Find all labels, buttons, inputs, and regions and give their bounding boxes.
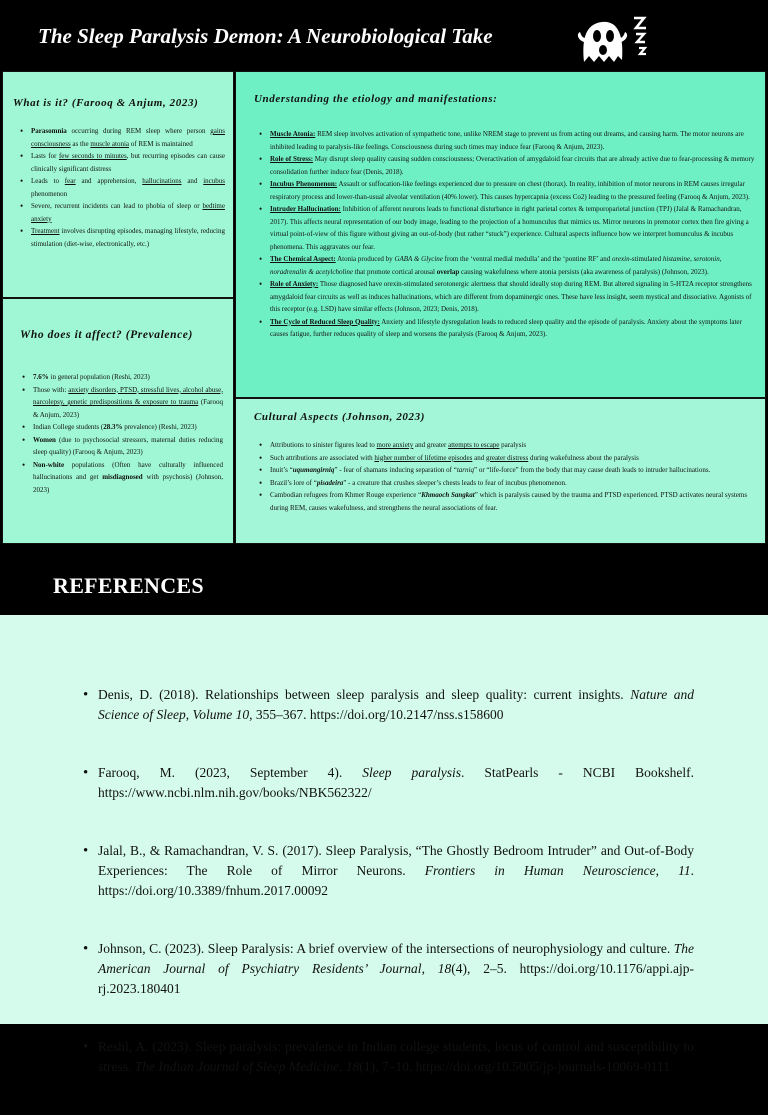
references-section <box>0 615 768 1074</box>
list-item: • Those with: anxiety disorders, PTSD, stressful lives, alcohol abuse, narcolepsy, genetic predispositions & exposure to trauma (Farooq & Anjum, 2023) <box>19 384 223 422</box>
list-item: • Muscle Atonia: REM sleep involves activation of sympathetic tone, unlike NREM stage to prevent us from acting out dreams, and causing harm. The motor neurons are inhibited leading to paralysis-like feelings. Consciousness during such times may induce fear (Farooq & Anjum, 2023). <box>256 128 756 153</box>
ghost-icon <box>572 12 662 66</box>
etiology-list <box>256 128 756 341</box>
list-item: • Inuit’s “uqumangirniq” - fear of shamans inducing separation of “tarniq” or “life-force” from the body that may cause death leads to intruder hallucinations. <box>256 464 756 477</box>
list-item: • The Cycle of Reduced Sleep Quality: Anxiety and lifestyle dysregulation leads to reduced sleep quality and the episode of paralysis. Anxiety about the symptoms later causes fatigue, further reduces quality of sleep and worsens the paralysis (Farooq & Anjum, 2023). <box>256 316 756 341</box>
list-item: • Non-white populations (Often have culturally influenced hallucinations and get misdiagnosed with psychosis) (Johnson, 2023) <box>19 459 223 497</box>
prevalence-heading: Who does it affect? (Prevalence) <box>20 329 193 341</box>
prevalence-list <box>19 371 223 496</box>
list-item: • Brazil’s lore of “pisadeira” - a creature that crushes sleeper’s chests leads to fear of incubus phenomenon. <box>256 477 756 490</box>
list-item: • Lasts for few seconds to minutes, but recurring episodes can cause clinically significant distress <box>17 150 225 175</box>
list-item: • 7.6% in general population (Reshi, 2023) <box>19 371 223 384</box>
list-item: • Such attributions are associated with higher number of lifetime episodes and greater distress during wakefulness about the paralysis <box>256 452 756 465</box>
list-item: • Cambodian refugees from Khmer Rouge experience “Khmaoch Sangkat” which is paralysis caused by the trauma and PTSD experienced. PTSD activates neural systems during REM, causes wakefulness, and strengthens the neural associations of fear. <box>256 489 756 514</box>
what-is-it-heading: What is it? (Farooq & Anjum, 2023) <box>13 97 199 109</box>
what-is-it-panel <box>2 71 234 298</box>
list-item: • Farooq, M. (2023, September 4). Sleep paralysis. StatPearls - NCBI Bookshelf. https://www.ncbi.nlm.nih.gov/books/NBK562322/ <box>82 763 694 803</box>
prevalence-panel <box>2 298 234 544</box>
references-heading: REFERENCES <box>53 573 204 598</box>
cultural-aspects-list <box>256 439 756 514</box>
cultural-aspects-panel <box>235 398 766 544</box>
list-item: • Indian College students (28.3% prevalence) (Reshi, 2023) <box>19 421 223 434</box>
list-item: • Jalal, B., & Ramachandran, V. S. (2017). Sleep Paralysis, “The Ghostly Bedroom Intruder” and Out-of-Body Experiences: The Role of Mirror Neurons. Frontiers in Human Neuroscience, 11. https://doi.org/10.3389/fnhum.2017.00092 <box>82 841 694 901</box>
etiology-panel <box>235 71 766 398</box>
list-item: • Parasomnia occurring during REM sleep where person gains consciousness as the muscle atonia of REM is maintained <box>17 125 225 150</box>
references-header-bar <box>0 545 768 615</box>
cultural-aspects-heading: Cultural Aspects (Johnson, 2023) <box>254 411 425 423</box>
list-item: • Intruder Hallucination: Inhibition of afferent neurons leads to functional disturbance in right parietal cortex & temporoparietal junction (TPJ) (Jalal & Ramachandran, 2017). This affects neural representation of our body image, leading to the projection of a homunculus that mimics us. Mirror neurons in premotor cortex then fire giving a virtual point-of-view of this figure without giving an out-of-body (but rather “stuck”) experience. Cultural aspects influence how we interpret homunculus & incubus phenomena. This aggravates our fear. <box>256 203 756 253</box>
list-item: • Leads to fear and apprehension, hallucinations and incubus phenomenon <box>17 175 225 200</box>
references-list <box>82 685 694 1115</box>
list-item: • Johnson, C. (2023). Sleep Paralysis: A brief overview of the intersections of neurophysiology and culture. The American Journal of Psychiatry Residents’ Journal, 18(4), 2–5. https://doi.org/10.1176/appi.ajp-rj.2023.180401 <box>82 939 694 999</box>
list-item: • Attributions to sinister figures lead to more anxiety and greater attempts to escape paralysis <box>256 439 756 452</box>
list-item: • Role of Stress: May disrupt sleep quality causing sudden consciousness; Overactivation of amygdaloid fear circuits that are already active due to fear-processing & memory consolidation further induce fear (Denis, 2018). <box>256 153 756 178</box>
what-is-it-list <box>17 125 225 250</box>
poster-header <box>0 0 768 71</box>
etiology-heading: Understanding the etiology and manifestations: <box>254 93 498 105</box>
list-item: • Denis, D. (2018). Relationships between sleep paralysis and sleep quality: current insights. Nature and Science of Sleep, Volume 10, 355–367. https://doi.org/10.2147/nss.s158600 <box>82 685 694 725</box>
list-item: • Severe, recurrent incidents can lead to phobia of sleep or bedtime anxiety <box>17 200 225 225</box>
list-item: • Women (due to psychosocial stressors, maternal duties reducing sleep quality) (Farooq & Anjum, 2023) <box>19 434 223 459</box>
list-item: • Treatment involves disrupting episodes, managing lifestyle, reducing stimulation (diet-wise, electronically, etc.) <box>17 225 225 250</box>
list-item: • Reshi, A. (2023). Sleep paralysis: prevalence in Indian college students, locus of control and susceptibility to stress. The Indian Journal of Sleep Medicine, 18(1), 7–10. https://doi.org/10.5005/jp-journals-10069-0111 <box>82 1037 694 1077</box>
poster-title: The Sleep Paralysis Demon: A Neurobiological Take <box>38 24 493 48</box>
list-item: • Incubus Phenomenon: Assault or suffocation-like feelings experienced due to pressure on chest (thorax). In reality, inhibition of motor neurons in REM causes irregular respiratory process and lower-than-usual alveolar ventilation (40% lower). This causes hypercapnia (excess Co2) leading to the pressured feeling (Farooq & Anjum, 2023). <box>256 178 756 203</box>
list-item: • Role of Anxiety: Those diagnosed have orexin-stimulated serotonergic alertness that should ideally stop during REM. But altered signaling in 5-HT2A receptor strengthens amygdaloid fear circuits as well as induces hallucinations, which are different from dopaminergic ones. These have less insight, seem mystical and dissociative. Agonists of this receptor (e.g. LSD) have similar effects (Johnson, 2023; Denis, 2018). <box>256 278 756 316</box>
list-item: • The Chemical Aspect: Atonia produced by GABA & Glycine from the ‘ventral medial medulla’ and the ‘pontine RF’ and orexin-stimulated histamine, serotonin, noradrenalin & acetylcholine that promote cortical arousal overlap causing wakefulness where atonia persists (aka awareness of paralysis) (Johnson, 2023). <box>256 253 756 278</box>
